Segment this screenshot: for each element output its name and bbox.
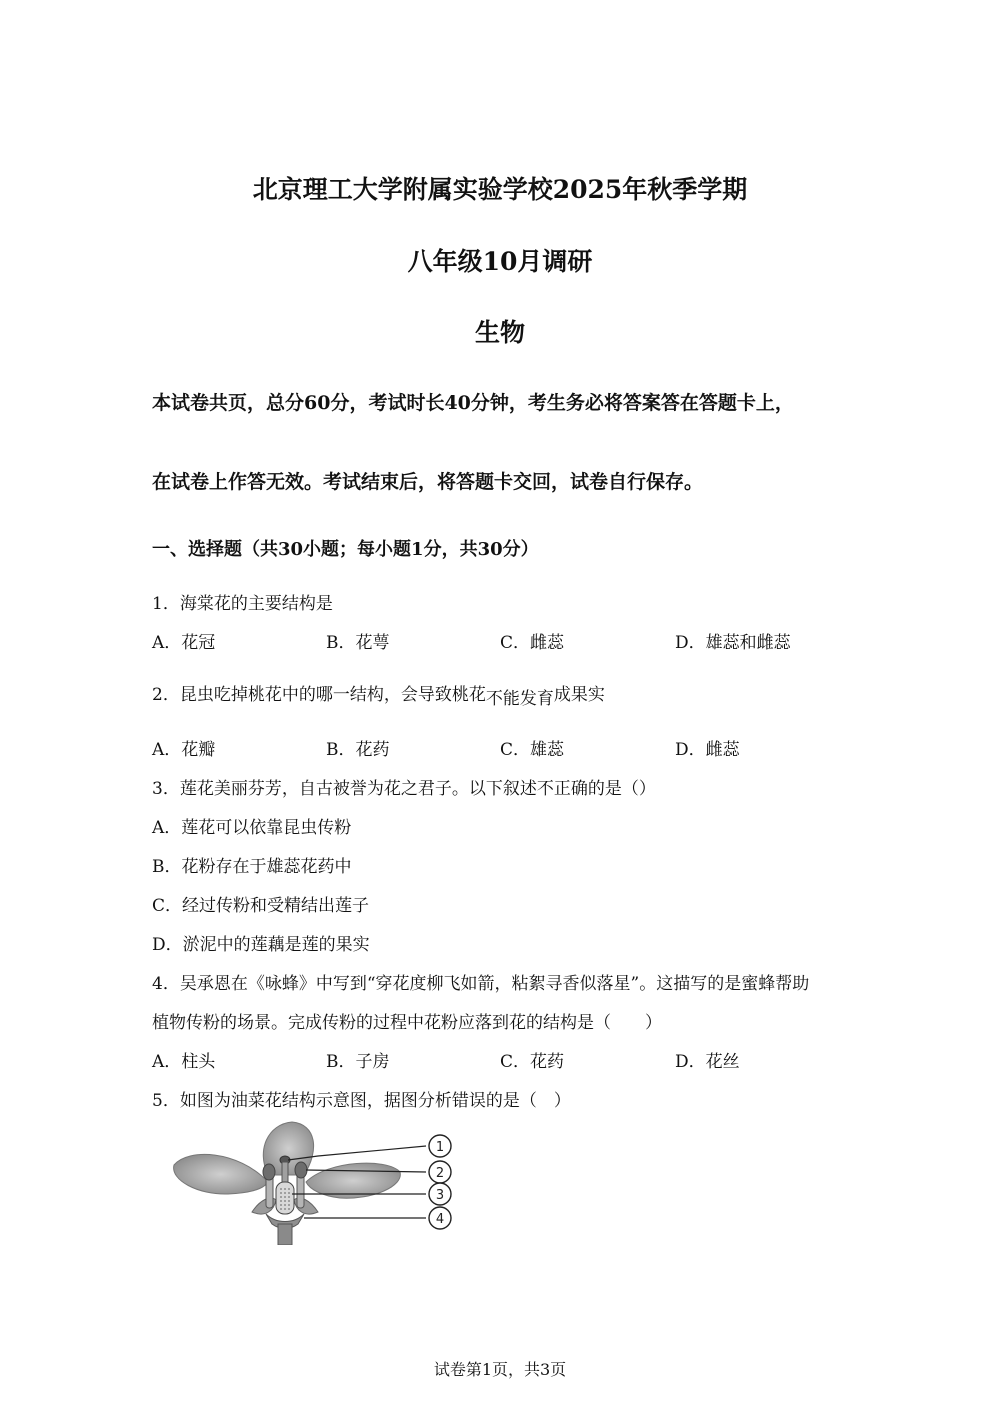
flower-stalk xyxy=(278,1224,292,1245)
question-3-option-b: B．花粉存在于雄蕊花药中 xyxy=(152,857,352,877)
exam-title: 北京理工大学附属实验学校2025年秋季学期 xyxy=(252,175,748,204)
svg-text:4: 4 xyxy=(435,1212,445,1227)
label-4 xyxy=(429,1207,451,1229)
question-3-option-a: A．莲花可以依靠昆虫传粉 xyxy=(152,818,352,838)
question-1-stem: 1．海棠花的主要结构是 xyxy=(152,594,333,614)
question-2-stem xyxy=(152,680,605,709)
question-3-option-d: D．淤泥中的莲藕是莲的果实 xyxy=(152,935,370,955)
question-1-option-d: D．雄蕊和雌蕊 xyxy=(675,633,791,653)
question-4-stem-line1: 4．吴承恩在《咏蜂》中写到“穿花度柳飞如箭，粘絮寻香似落星”。这描写的是蜜蜂帮助 xyxy=(152,974,810,994)
question-3-stem: 3．莲花美丽芬芳，自古被誉为花之君子。以下叙述不正确的是（） xyxy=(152,779,656,799)
question-4-option-a: A．柱头 xyxy=(152,1052,216,1072)
svg-text:2: 2 xyxy=(435,1166,445,1181)
question-2-stem-part1: 2．昆虫吃掉桃花中的哪一结构，会导致桃花 xyxy=(152,685,486,705)
right-petal xyxy=(306,1163,400,1198)
question-1-option-b: B．花萼 xyxy=(326,633,390,653)
exam-subject: 生物 xyxy=(474,318,525,347)
question-2-option-c: C．雄蕊 xyxy=(500,740,565,760)
left-anther xyxy=(263,1164,275,1180)
question-4-option-c: C．花药 xyxy=(500,1052,565,1072)
style xyxy=(282,1162,288,1184)
question-4-option-d: D．花丝 xyxy=(675,1052,740,1072)
exam-subtitle: 八年级10月调研 xyxy=(407,247,593,276)
question-1-option-a: A．花冠 xyxy=(152,633,216,653)
right-anther xyxy=(295,1162,307,1178)
label-2 xyxy=(429,1161,451,1183)
left-petal xyxy=(174,1154,268,1194)
notice-line-1: 本试卷共页，总分60分，考试时长40分钟，考生务必将答案答在答题卡上， xyxy=(152,392,794,414)
question-3-option-c: C．经过传粉和受精结出莲子 xyxy=(152,896,370,916)
question-4-option-b: B．子房 xyxy=(326,1052,390,1072)
question-1-option-c: C．雌蕊 xyxy=(500,633,565,653)
notice-line-2: 在试卷上作答无效。考试结束后，将答题卡交回，试卷自行保存。 xyxy=(152,471,704,493)
label-1 xyxy=(429,1135,451,1157)
label-3 xyxy=(429,1183,451,1205)
section-heading: 一、选择题（共30小题；每小题1分，共30分） xyxy=(152,539,539,560)
question-4-stem-line2: 植物传粉的场景。完成传粉的过程中花粉应落到花的结构是（ ） xyxy=(152,1013,662,1033)
question-2-option-b: B．花药 xyxy=(326,740,390,760)
question-2-stem-part2: 不能发育 xyxy=(485,689,554,709)
page-footer: 试卷第1页，共3页 xyxy=(433,1360,567,1379)
question-2-option-a: A．花瓣 xyxy=(152,740,216,760)
question-5-stem: 5．如图为油菜花结构示意图，据图分析错误的是（ ） xyxy=(152,1091,571,1111)
svg-text:1: 1 xyxy=(435,1140,445,1155)
flower-structure-figure xyxy=(168,1120,468,1245)
question-2-stem-part3: 成果实 xyxy=(553,685,605,705)
question-2-option-d: D．雌蕊 xyxy=(675,740,740,760)
svg-text:3: 3 xyxy=(435,1188,445,1203)
